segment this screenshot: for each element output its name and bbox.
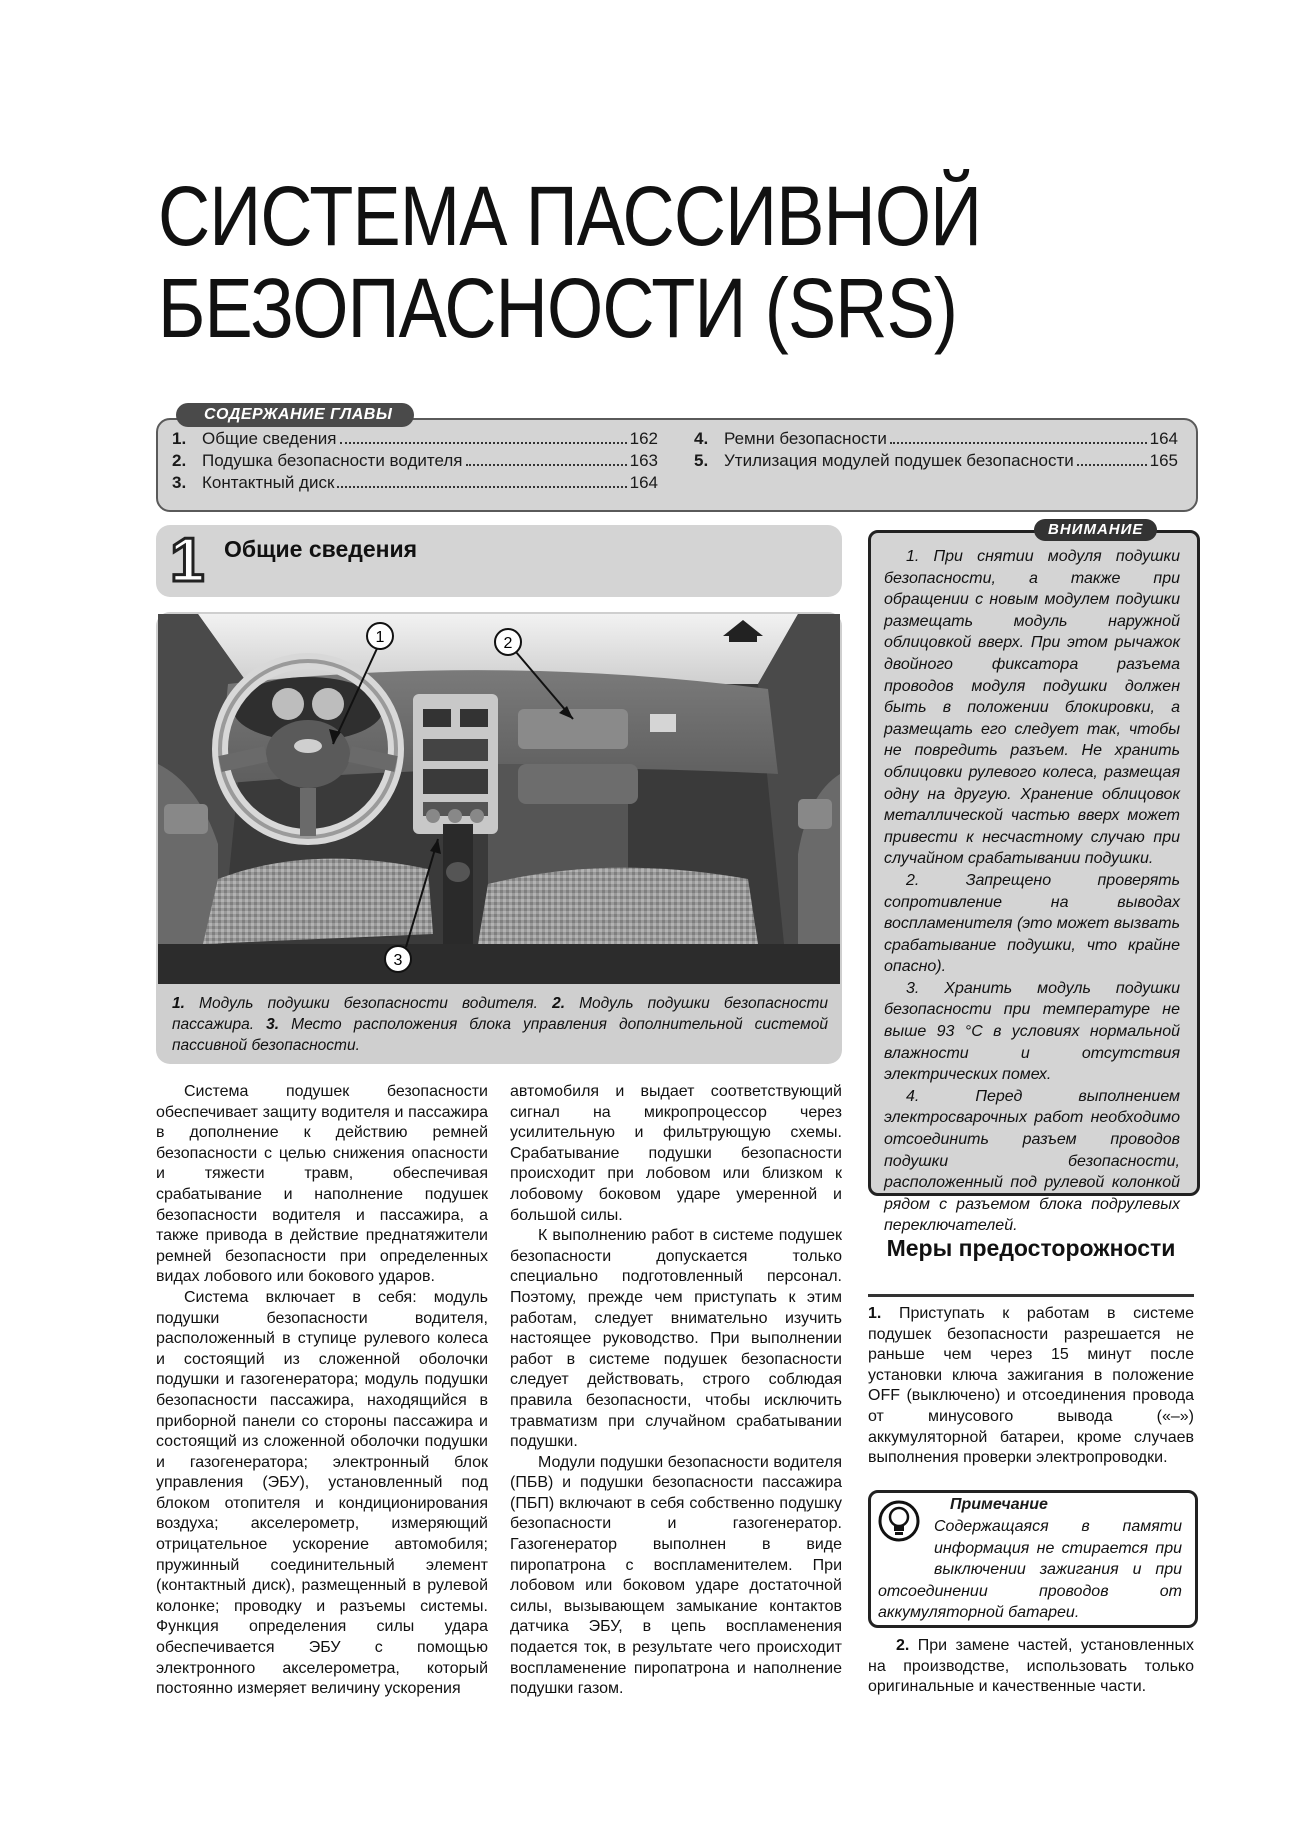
- callout-1: 1: [375, 629, 385, 646]
- callout-3: 3: [393, 952, 403, 969]
- chapter-title-line1: СИСТЕМА ПАССИВНОЙ: [158, 169, 982, 263]
- warning-paragraph: 1. При снятии модуля подушки безопасности, а также при обращении с новым модулем подушки размещать модуль наружной облицовкой вверх. При этом рычажок двойного фиксатора разъема проводов модуля подушки должен быть в положении блокировки, а размещать его следует так, чтобы не повредить разъем. Не хранить облицовки рулевого колеса, размещая одну на другую. Хранение облицовок металлической частью вверх может привести к несчастному случаю при случайном срабатывании подушки.: [884, 548, 1180, 868]
- section-number: 1: [170, 526, 205, 595]
- contents-item-label: Подушка безопасности водителя: [202, 451, 463, 470]
- contents-item-number: 1.: [172, 429, 187, 448]
- warning-text: [884, 546, 1180, 1237]
- body-paragraph: автомобиля и выдает соответствующий сигнал на микропроцессор через усилительную и фильтрующую схемы. Срабатывание подушки безопасности происходит при лобовом или близком к лобовому боковом ударе умеренной и большой силы.: [510, 1083, 842, 1224]
- contents-item[interactable]: [694, 450, 1178, 472]
- contents-item-page: 163: [629, 451, 658, 470]
- contents-item[interactable]: [694, 428, 1178, 450]
- body-paragraph: Модули подушки безопасности водителя (ПБВ) и подушки безопасности пассажира (ПБП) включают в себя собственно подушку безопасности и газогенератор. Газогенератор выполнен в виде пиропатрона с воспламенителем. При лобовом или боковом ударе достаточной силы, вызывающем замыкание контактов датчика ЭБУ, в цепь воспламенения подается ток, в результате чего происходит воспламенение пиропатрона и наполнение подушки газом.: [510, 1453, 842, 1698]
- divider: [868, 1294, 1194, 1297]
- chapter-title: [158, 170, 1018, 354]
- leader-dots: [1077, 464, 1147, 466]
- contents-item[interactable]: [172, 472, 658, 494]
- contents-item-page: 164: [629, 473, 658, 492]
- warning-heading: ВНИМАНИЕ: [1034, 519, 1157, 541]
- item-number: 1.: [868, 1305, 882, 1322]
- contents-item-page: 165: [1149, 451, 1178, 470]
- precautions-title: Меры предосторожности: [886, 1235, 1176, 1261]
- caption-num: 2.: [552, 995, 566, 1012]
- leader-dots: [890, 442, 1147, 444]
- contents-item-page: 164: [1149, 429, 1178, 448]
- contents-item-number: 4.: [694, 429, 709, 448]
- chapter-title-line2: БЕЗОПАСНОСТИ (SRS): [158, 261, 958, 355]
- contents-item-number: 5.: [694, 451, 709, 470]
- caption-num: 1.: [172, 995, 185, 1012]
- contents-column-left: [172, 428, 658, 494]
- contents-item-label: Ремни безопасности: [724, 429, 887, 448]
- note-body: Содержащаяся в памяти информация не стирается при выключении зажигания и при отсоединении проводов от аккумуляторной батареи.: [878, 1518, 1182, 1622]
- precautions-item-1: [868, 1304, 1194, 1469]
- body-paragraph: К выполнению работ в системе подушек безопасности допускается только специально подготовленный персонал. Поэтому, прежде чем приступать к этим работам, следует внимательно изучить настоящее руководство. При выполнении работ в системе подушек безопасности следует действовать, строго соблюдая правила безопасности, чтобы исключить травматизм при случайном срабатывании подушки.: [510, 1227, 842, 1451]
- contents-item-label: Утилизация модулей подушек безопасности: [724, 451, 1074, 470]
- contents-item-page: 162: [629, 429, 658, 448]
- item-number: 2.: [896, 1637, 910, 1654]
- contents-item-number: 3.: [172, 473, 187, 492]
- warning-paragraph: 3. Хранить модуль подушки безопасности при температуре не выше 93 °С в условиях нормальной влажности и отсутствия электрических помех.: [884, 979, 1180, 1084]
- callout-2: 2: [503, 635, 513, 652]
- caption-text: Модуль подушки безопасности пассажира.: [172, 995, 829, 1033]
- caption-text: Место расположения блока управления дополнительной системой пассивной безопасности.: [172, 1016, 828, 1054]
- precautions-item-2: [868, 1636, 1194, 1698]
- contents-heading: СОДЕРЖАНИЕ ГЛАВЫ: [176, 403, 414, 427]
- item-text: Приступать к работам в системе подушек безопасности разрешается не раньше чем через 15 минут после установки ключа зажигания в положение OFF (выключено) и отсоединения провода от минусового вывода («–») аккумуляторной батареи, кроме случаев выполнения проверки электропроводки.: [868, 1305, 1194, 1467]
- warning-paragraph: 2. Запрещено проверять сопротивление на выводах воспламенителя (это может вызвать срабатывание подушки, что крайне опасно).: [884, 871, 1180, 976]
- contents-item-number: 2.: [172, 451, 187, 470]
- contents-item[interactable]: [172, 428, 658, 450]
- contents-column-right: [694, 428, 1178, 472]
- body-paragraph: Система включает в себя: модуль подушки безопасности водителя, расположенный в ступице рулевого колеса и состоящий из сложенной оболочки подушки и газогенератора; модуль подушки безопасности пассажира, находящийся в приборной панели со стороны пассажира и состоящий из сложенной оболочки подушки и газогенератора; электронный блок управления (ЭБУ), установленный под блоком отопителя и кондиционирования воздуха; акселерометр, измеряющий отрицательное ускорение автомобиля; пружинный соединительный элемент (контактный диск), размещенный в рулевой колонке; проводку и разъемы системы. Функция определения силы удара обеспечивается ЭБУ с помощью электронного акселерометра, который постоянно измеряет величину ускорения: [156, 1288, 488, 1698]
- precautions-paragraph: [868, 1304, 1194, 1469]
- leader-dots: [466, 464, 627, 466]
- note-heading: Примечание: [950, 1496, 1048, 1513]
- contents-item[interactable]: [172, 450, 658, 472]
- leader-dots: [340, 442, 627, 444]
- caption-num: 3.: [266, 1016, 280, 1033]
- section-title: Общие сведения: [224, 536, 418, 562]
- warning-paragraph: 4. Перед выполнением электросварочных работ необходимо отсоединить разъем проводов подушки безопасности, расположенный под рулевой колонкой рядом с разъемом блока подрулевых переключателей.: [884, 1087, 1180, 1235]
- caption-text: Модуль подушки безопасности водителя.: [184, 995, 553, 1012]
- contents-item-label: Контактный диск: [202, 473, 335, 492]
- dashboard-photo: [158, 614, 840, 984]
- precautions-paragraph: [868, 1636, 1194, 1698]
- body-column-2: [510, 1082, 842, 1700]
- contents-item-label: Общие сведения: [202, 429, 337, 448]
- body-column-1: [156, 1082, 488, 1700]
- figure-caption: [172, 993, 828, 1056]
- body-paragraph: Система подушек безопасности обеспечивает защиту водителя и пассажира в дополнение к действию ремней безопасности с целью снижения опасности и тяжести травм, обеспечивая срабатывание и наполнение подушек безопасности водителя и пассажира, а также привода в действие преднатяжители ремней безопасности при определенных видах лобового или бокового ударов.: [156, 1083, 488, 1286]
- note-text: [878, 1516, 1182, 1624]
- item-text: При замене частей, установленных на производстве, использовать только оригинальные и качественные части.: [868, 1637, 1194, 1696]
- leader-dots: [337, 486, 626, 488]
